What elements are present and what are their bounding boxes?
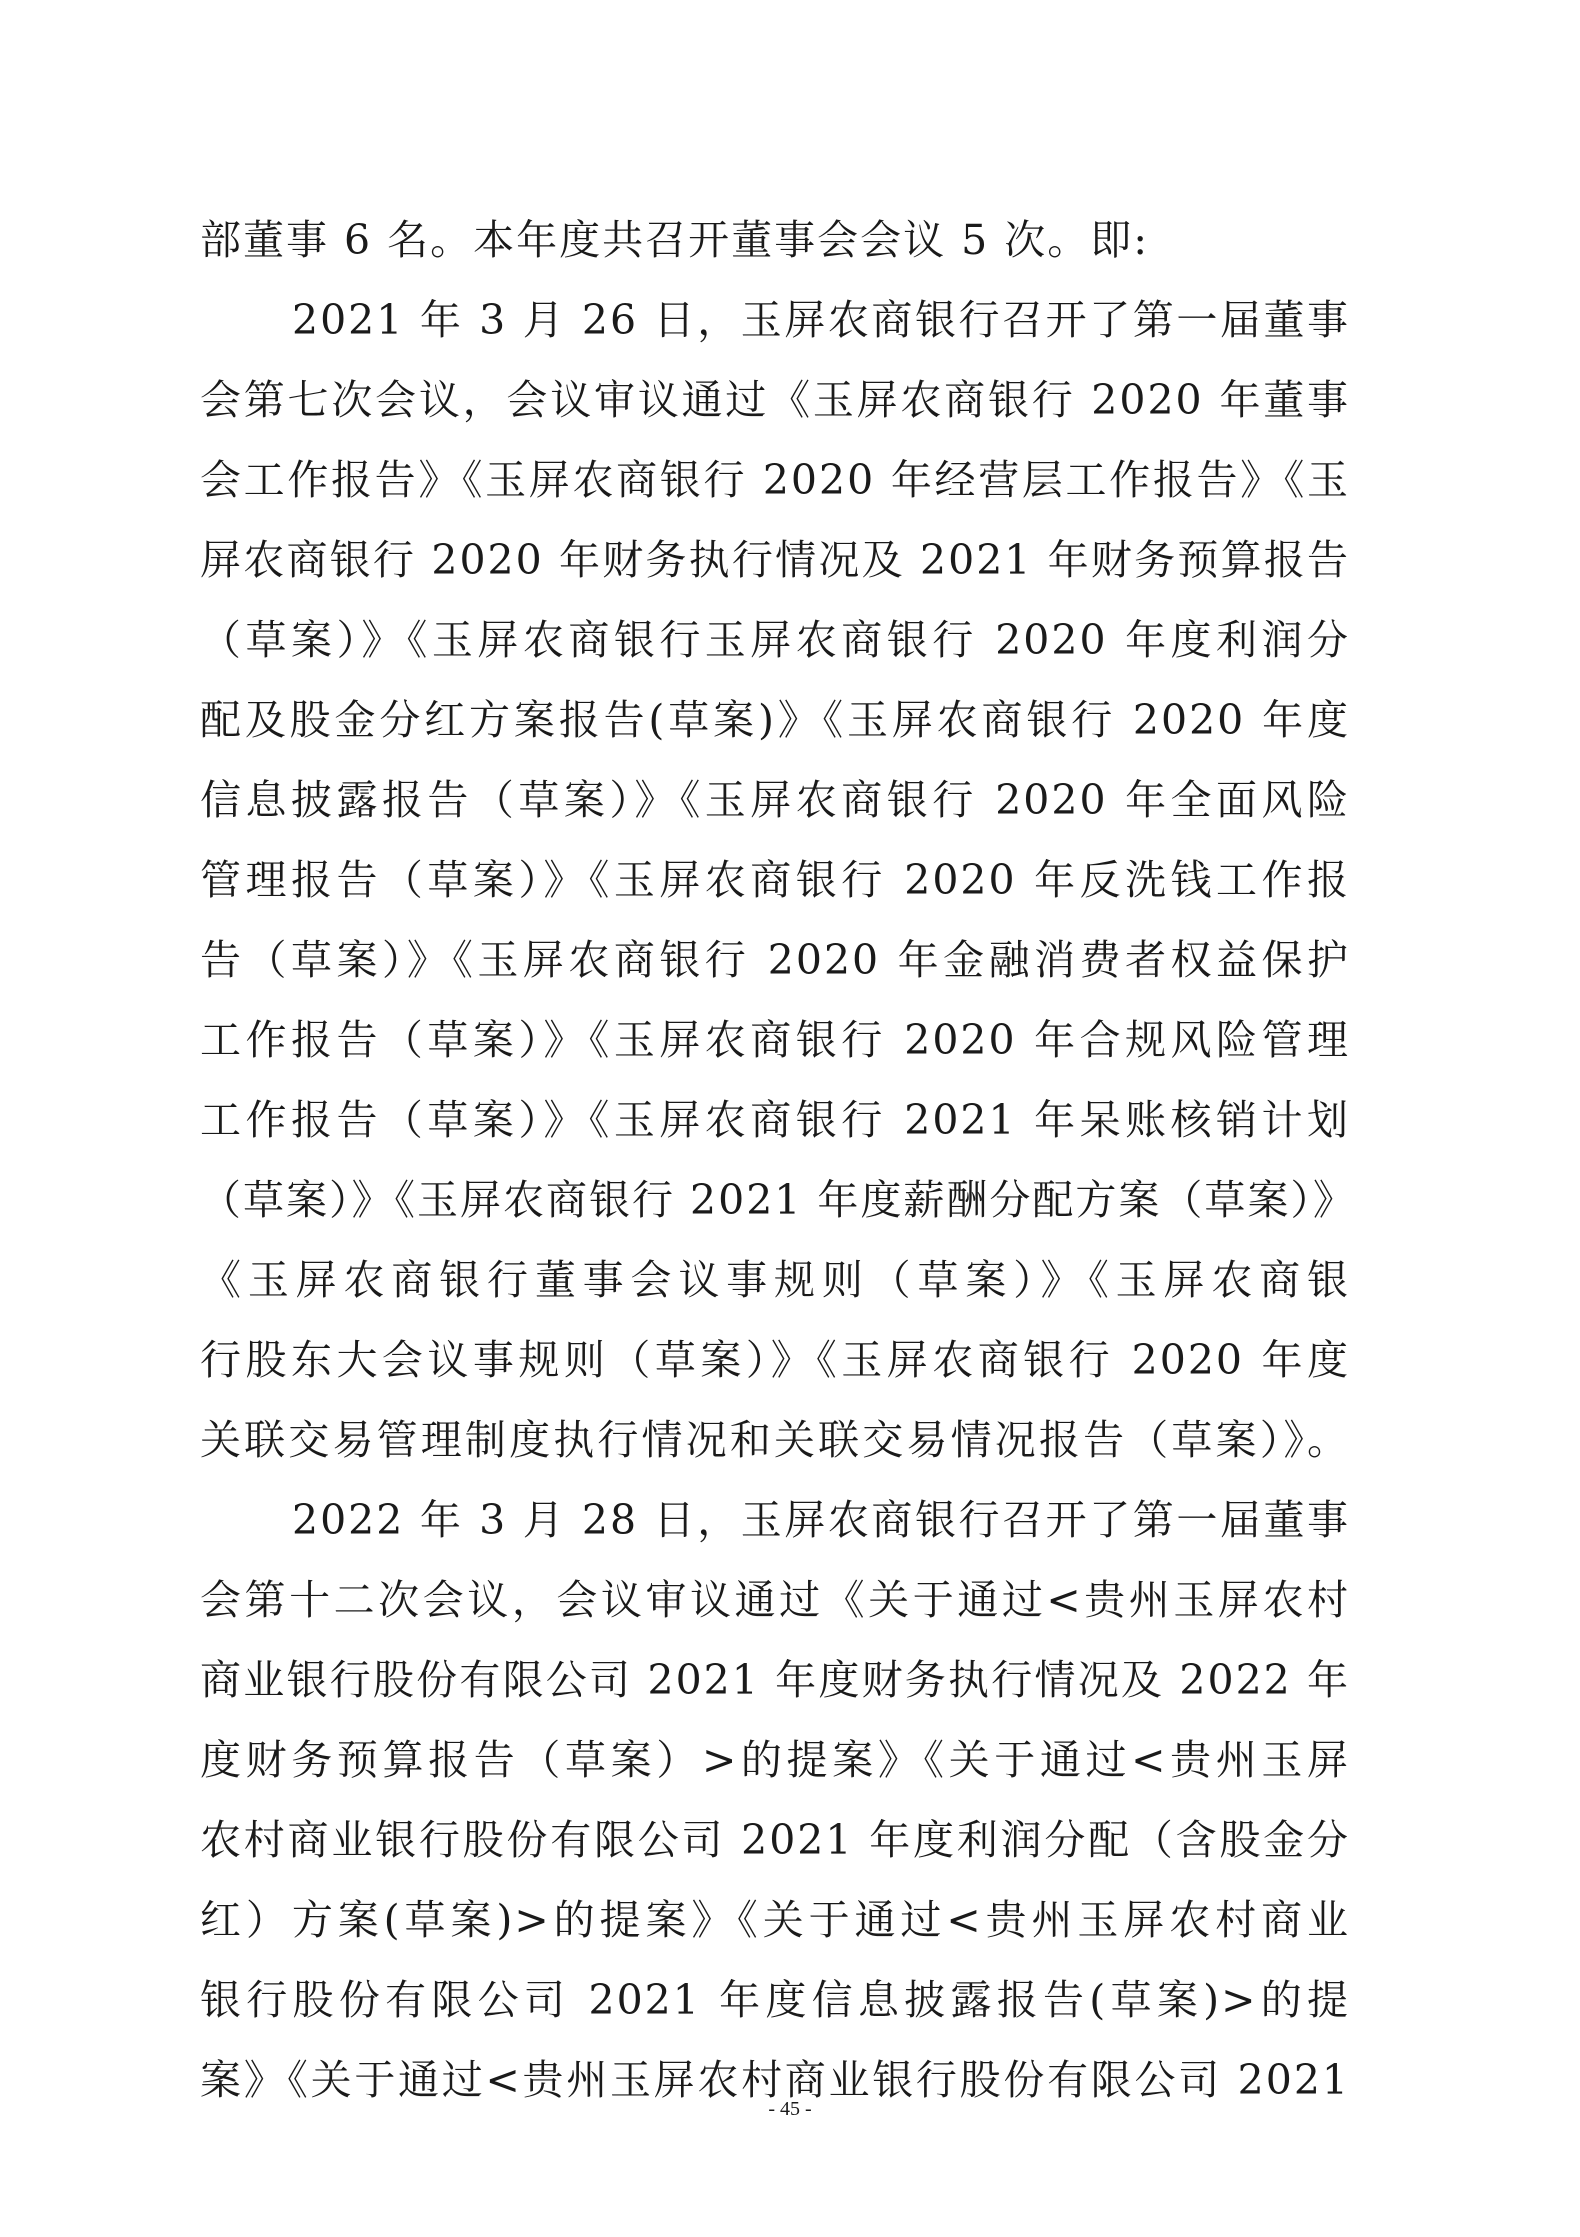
text-line: 会工作报告》《玉屏农商银行 2020 年经营层工作报告》《玉 — [200, 456, 1350, 504]
text-line: 度财务预算报告（草案）>的提案》《关于通过<贵州玉屏 — [200, 1736, 1350, 1784]
text-line: 工作报告（草案）》《玉屏农商银行 2021 年呆账核销计划 — [200, 1096, 1350, 1144]
text-line: 告（草案）》《玉屏农商银行 2020 年金融消费者权益保护 — [200, 936, 1350, 984]
text-line: 屏农商银行 2020 年财务执行情况及 2021 年财务预算报告 — [200, 536, 1350, 584]
text-line: 部董事 6 名。本年度共召开董事会会议 5 次。即: — [200, 216, 1150, 264]
text-line: （草案）》《玉屏农商银行 2021 年度薪酬分配方案（草案）》 — [200, 1176, 1356, 1224]
text-line: 2022 年 3 月 28 日，玉屏农商银行召开了第一届董事 — [292, 1496, 1350, 1544]
text-line: 银行股份有限公司 2021 年度信息披露报告(草案)>的提 — [200, 1976, 1350, 2024]
text-line: 关联交易管理制度执行情况和关联交易情况报告（草案）》。 — [200, 1416, 1350, 1464]
text-line: 工作报告（草案）》《玉屏农商银行 2020 年合规风险管理 — [200, 1016, 1350, 1064]
text-line: 2021 年 3 月 26 日，玉屏农商银行召开了第一届董事 — [292, 296, 1350, 344]
text-line: 会第七次会议，会议审议通过《玉屏农商银行 2020 年董事 — [200, 376, 1350, 424]
text-line: 案》《关于通过<贵州玉屏农村商业银行股份有限公司 2021 — [200, 2056, 1350, 2104]
text-line: 信息披露报告（草案）》《玉屏农商银行 2020 年全面风险 — [200, 776, 1350, 824]
text-line: 红）方案(草案)>的提案》《关于通过<贵州玉屏农村商业 — [200, 1896, 1350, 1944]
text-line: 会第十二次会议，会议审议通过《关于通过<贵州玉屏农村 — [200, 1576, 1350, 1624]
text-line: 商业银行股份有限公司 2021 年度财务执行情况及 2022 年 — [200, 1656, 1350, 1704]
text-line: 农村商业银行股份有限公司 2021 年度利润分配（含股金分 — [200, 1816, 1350, 1864]
text-line: 配及股金分红方案报告(草案)》《玉屏农商银行 2020 年度 — [200, 696, 1350, 744]
text-line: 行股东大会议事规则（草案）》《玉屏农商银行 2020 年度 — [200, 1336, 1350, 1384]
text-line: （草案）》《玉屏农商银行玉屏农商银行 2020 年度利润分 — [200, 616, 1350, 664]
page-number: - 45 - — [768, 2098, 812, 2120]
text-line: 管理报告（草案）》《玉屏农商银行 2020 年反洗钱工作报 — [200, 856, 1350, 904]
body-text — [200, 200, 1356, 2120]
text-line: 《玉屏农商银行董事会议事规则（草案）》《玉屏农商银 — [200, 1256, 1350, 1304]
